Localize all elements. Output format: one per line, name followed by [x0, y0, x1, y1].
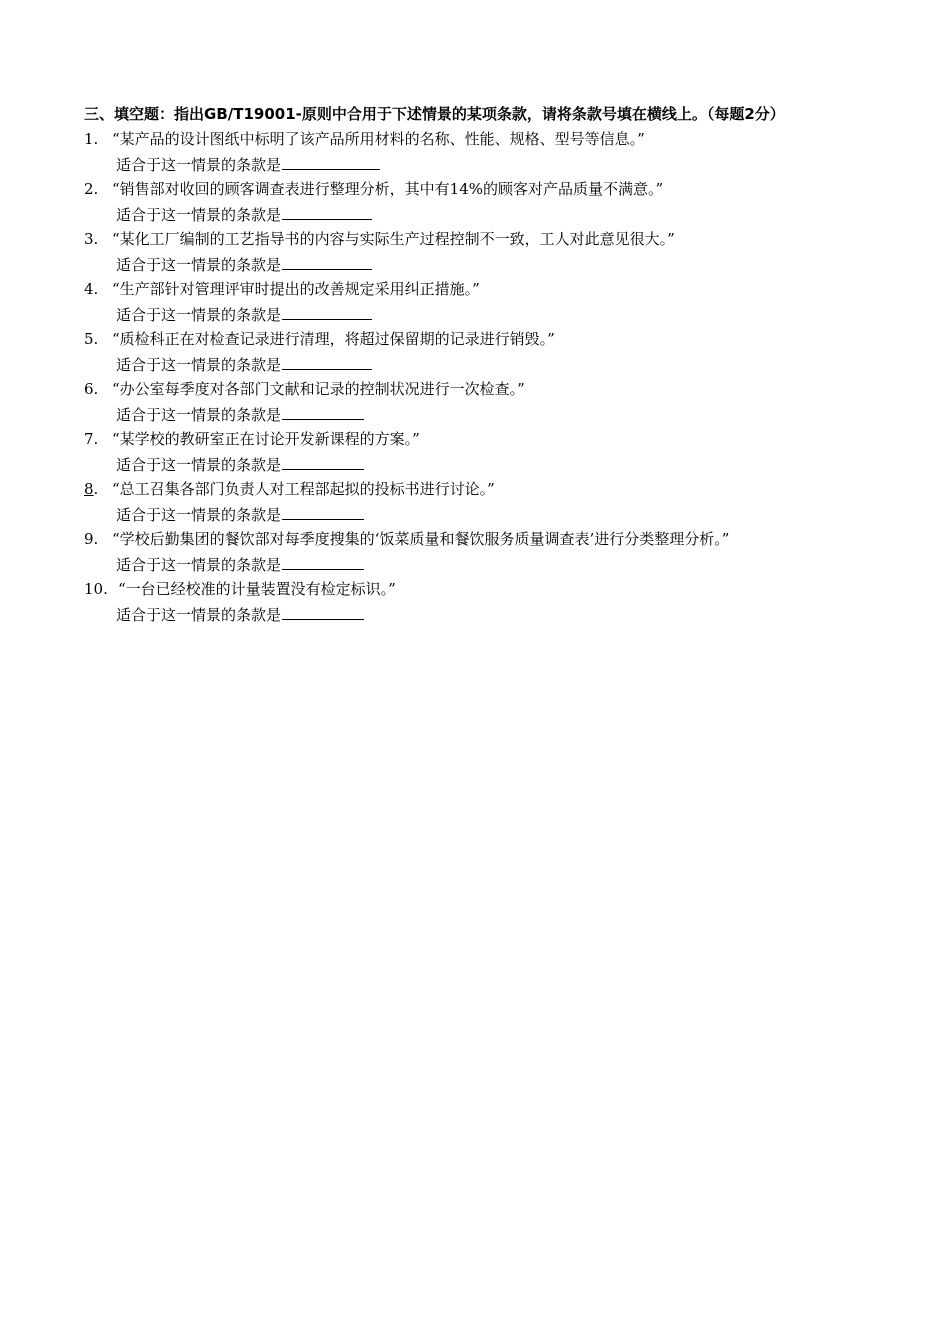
answer-blank[interactable]	[282, 502, 364, 520]
question-text: “生产部针对管理评审时提出的改善规定采用纠正措施。”	[112, 280, 480, 298]
question-number: 1.	[84, 130, 99, 148]
question-text: “某化工厂编制的工艺指导书的内容与实际生产过程控制不一致，工人对此意见很大。”	[112, 230, 675, 248]
question-number: 10.	[84, 580, 108, 598]
answer-blank[interactable]	[282, 352, 372, 370]
answer-prompt: 适合于这一情景的条款是	[116, 556, 282, 574]
answer-blank[interactable]	[282, 202, 372, 220]
answer-blank[interactable]	[282, 402, 364, 420]
answer-prompt: 适合于这一情景的条款是	[116, 356, 282, 374]
answer-prompt: 适合于这一情景的条款是	[116, 406, 282, 424]
question-number: 4.	[84, 280, 99, 298]
question-item	[84, 277, 924, 327]
answer-prompt: 适合于这一情景的条款是	[116, 456, 282, 474]
question-number: 2.	[84, 180, 99, 198]
question-item	[84, 377, 924, 427]
question-item	[84, 477, 924, 527]
question-number: 3.	[84, 230, 99, 248]
question-text: “质检科正在对检查记录进行清理，将超过保留期的记录进行销毁。”	[112, 330, 555, 348]
question-list	[84, 127, 924, 627]
answer-prompt: 适合于这一情景的条款是	[116, 206, 282, 224]
question-number: 9.	[84, 530, 99, 548]
answer-blank[interactable]	[282, 302, 372, 320]
question-text: “学校后勤集团的餐饮部对每季度搜集的‘饭菜质量和餐饮服务质量调查表’进行分类整理分析。”	[112, 530, 730, 548]
answer-blank[interactable]	[282, 252, 372, 270]
section-title: 三、填空题：指出GB/T19001-原则中合用于下述情景的某项条款，请将条款号填在横线上。（每题2分）	[84, 105, 785, 123]
question-text: “某产品的设计图纸中标明了该产品所用材料的名称、性能、规格、型号等信息。”	[112, 130, 645, 148]
answer-prompt: 适合于这一情景的条款是	[116, 256, 282, 274]
answer-prompt: 适合于这一情景的条款是	[116, 156, 282, 174]
question-number: 5.	[84, 330, 99, 348]
answer-prompt: 适合于这一情景的条款是	[116, 606, 282, 624]
question-number: 6.	[84, 380, 99, 398]
question-item	[84, 127, 924, 177]
answer-blank[interactable]	[282, 602, 364, 620]
answer-blank[interactable]	[282, 552, 364, 570]
question-text: “销售部对收回的顾客调查表进行整理分析，其中有14%的顾客对产品质量不满意。”	[112, 180, 664, 198]
question-item	[84, 577, 924, 627]
question-number: 7.	[84, 430, 99, 448]
question-item	[84, 427, 924, 477]
question-item	[84, 327, 924, 377]
question-number: 8.	[84, 480, 99, 498]
question-item	[84, 227, 924, 277]
question-text: “某学校的教研室正在讨论开发新课程的方案。”	[112, 430, 420, 448]
answer-prompt: 适合于这一情景的条款是	[116, 306, 282, 324]
question-item	[84, 527, 924, 577]
answer-prompt: 适合于这一情景的条款是	[116, 506, 282, 524]
question-text: “总工召集各部门负责人对工程部起拟的投标书进行讨论。”	[112, 480, 495, 498]
answer-blank[interactable]	[282, 452, 364, 470]
question-text: “办公室每季度对各部门文献和记录的控制状况进行一次检查。”	[112, 380, 525, 398]
question-item	[84, 177, 924, 227]
answer-blank[interactable]	[282, 152, 380, 170]
question-text: “一台已经校准的计量装置没有检定标识。”	[118, 580, 396, 598]
